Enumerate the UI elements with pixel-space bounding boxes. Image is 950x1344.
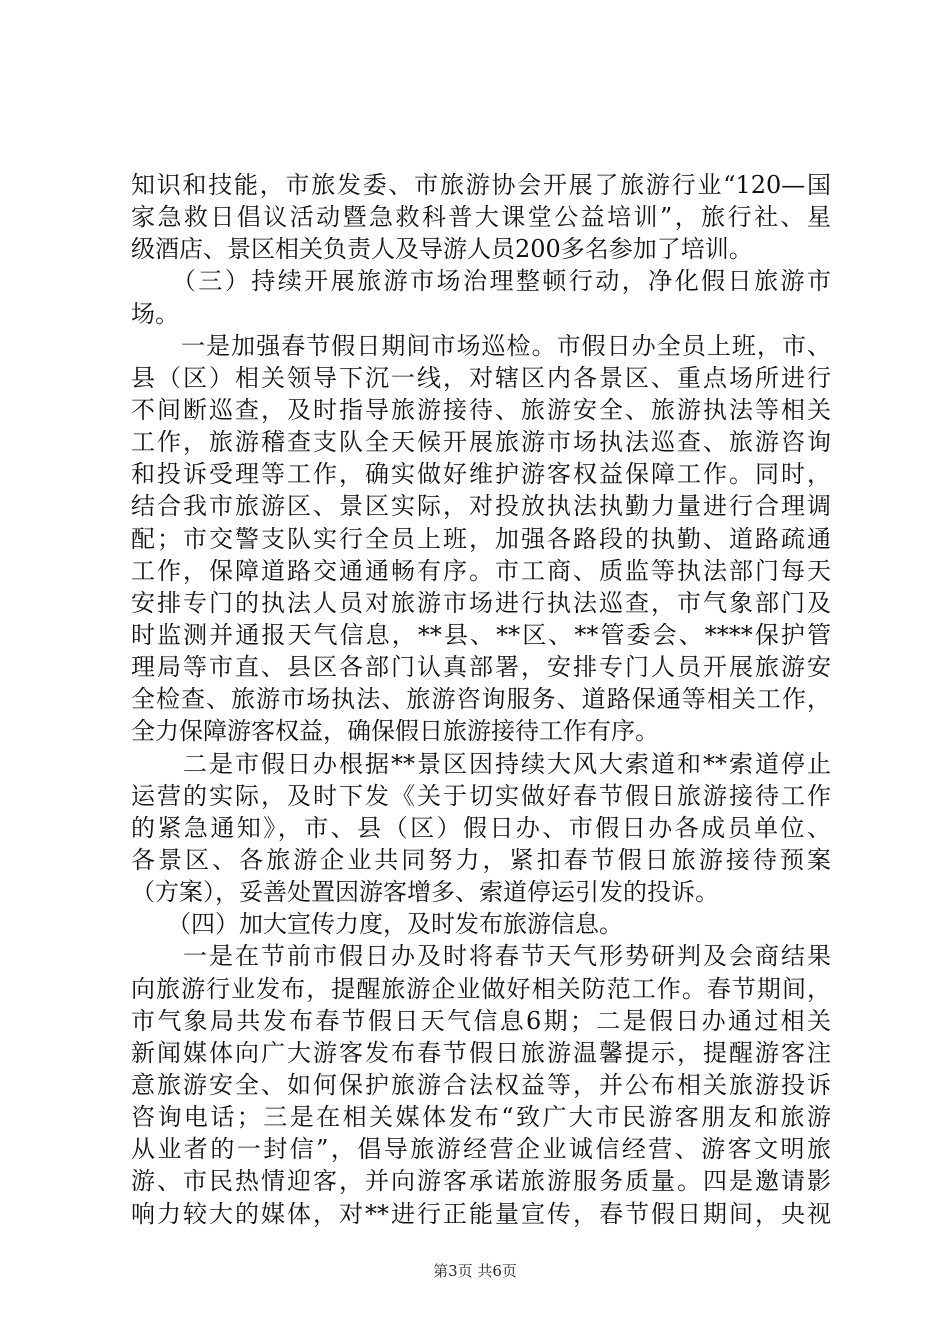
text-line: 的紧急通知》，市、县（区）假日办、市假日办各成员单位、 — [131, 813, 831, 842]
text-line: 时监测并通报天气信息，**县、**区、**管委会、****保护管 — [131, 620, 831, 649]
document-body — [131, 169, 831, 1230]
text-line: 工作，旅游稽查支队全天候开展旅游市场执法巡查、旅游咨询 — [131, 428, 831, 457]
text-line: 二是市假日办根据**景区因持续大风大索道和**索道停止 — [131, 749, 831, 778]
text-line: 全检查、旅游市场执法、旅游咨询服务、道路保通等相关工作， — [131, 685, 831, 714]
text-line: （四）加大宣传力度，及时发布旅游信息。 — [131, 910, 623, 939]
text-line: 全力保障游客权益，确保假日旅游接待工作有序。 — [131, 717, 659, 746]
text-line: 游、市民热情迎客，并向游客承诺旅游服务质量。四是邀请影 — [131, 1167, 831, 1196]
text-line: 场。 — [131, 299, 179, 328]
text-line: 不间断巡查，及时指导旅游接待、旅游安全、旅游执法等相关 — [131, 395, 831, 424]
text-line: 县（区）相关领导下沉一线，对辖区内各景区、重点场所进行 — [131, 363, 831, 392]
text-line: 各景区、各旅游企业共同努力，紧扣春节假日旅游接待预案 — [131, 845, 831, 874]
text-line: 一是在节前市假日办及时将春节天气形势研判及会商结果 — [131, 942, 831, 971]
text-line: 级酒店、景区相关负责人及导游人员200多名参加了培训。 — [131, 235, 753, 264]
text-line: 新闻媒体向广大游客发布春节假日旅游温馨提示，提醒游客注 — [131, 1038, 831, 1067]
text-line: 市气象局共发布春节假日天气信息6期；二是假日办通过相关 — [131, 1006, 831, 1035]
text-line: 咨询电话；三是在相关媒体发布“致广大市民游客朋友和旅游 — [131, 1103, 831, 1132]
text-line: 和投诉受理等工作，确实做好维护游客权益保障工作。同时， — [131, 460, 831, 489]
text-line: 配；市交警支队实行全员上班，加强各路段的执勤、道路疏通 — [131, 524, 831, 553]
text-line: （方案），妥善处置因游客增多、索道停运引发的投诉。 — [131, 878, 719, 907]
text-line: 安排专门的执法人员对旅游市场进行执法巡查，市气象部门及 — [131, 588, 831, 617]
text-line: 一是加强春节假日期间市场巡检。市假日办全员上班，市、 — [131, 331, 831, 360]
text-line: 结合我市旅游区、景区实际，对投放执法执勤力量进行合理调 — [131, 492, 831, 521]
text-line: 工作，保障道路交通通畅有序。市工商、质监等执法部门每天 — [131, 556, 831, 585]
text-line: （三）持续开展旅游市场治理整顿行动，净化假日旅游市 — [131, 267, 831, 296]
text-line: 知识和技能，市旅发委、市旅游协会开展了旅游行业“120—国 — [131, 171, 831, 199]
text-line: 理局等市直、县区各部门认真部署，安排专门人员开展旅游安 — [131, 653, 831, 682]
text-line: 意旅游安全、如何保护旅游合法权益等，并公布相关旅游投诉 — [131, 1070, 831, 1099]
text-line: 向旅游行业发布，提醒旅游企业做好相关防范工作。春节期间， — [131, 974, 831, 1003]
text-line: 运营的实际，及时下发《关于切实做好春节假日旅游接待工作 — [131, 781, 831, 810]
text-line: 响力较大的媒体，对**进行正能量宣传，春节假日期间，央视 — [131, 1199, 831, 1228]
text-line: 从业者的一封信”，倡导旅游经营企业诚信经营、游客文明旅 — [131, 1135, 831, 1164]
page-footer: 第3页 共6页 — [433, 1262, 517, 1280]
text-line: 家急救日倡议活动暨急救科普大课堂公益培训”，旅行社、星 — [131, 203, 831, 232]
